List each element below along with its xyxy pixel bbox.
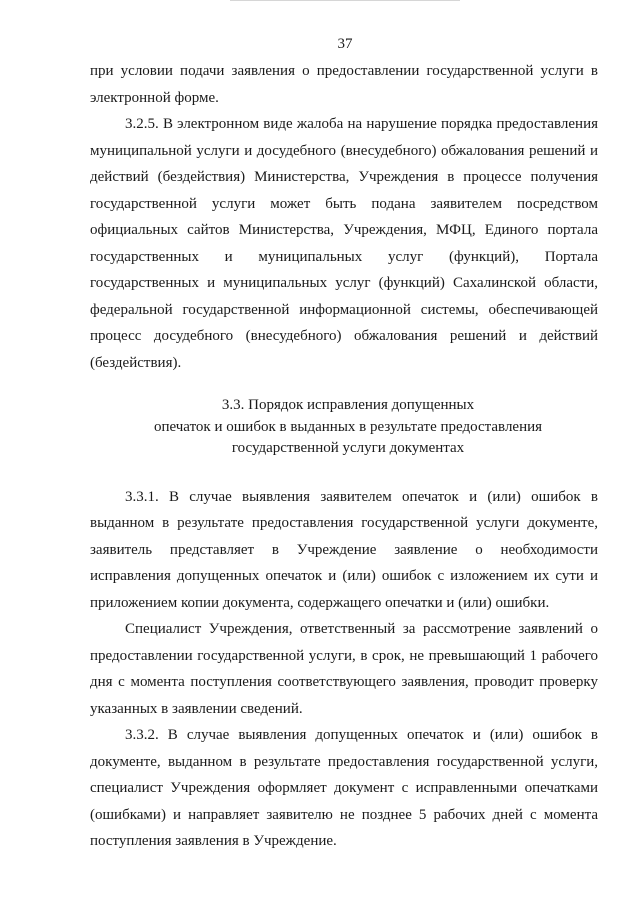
- section-heading-line-1: 3.3. Порядок исправления допущенных: [221, 397, 475, 413]
- page-number: 37: [337, 36, 353, 52]
- section-heading-line-2: опечаток и ошибок в выданных в результате предоставления: [153, 418, 543, 435]
- paragraph-3-3-2: 3.3.2. В случае выявления допущенных опечаток и (или) ошибок в документе, выданном в результате предоставления государственной услуги, специалист Учреждения оформляет документ с исправленными опечатками (ошибками) и направляет заявителю не позднее 5 рабочих дней с момента поступления заявления в Учреждение.: [90, 727, 598, 849]
- section-heading-3-3: [90, 395, 598, 460]
- paragraph-3-2-5: 3.2.5. В электронном виде жалоба на нарушение порядка предоставления муниципальной услуги и досудебного (внесудебного) обжалования решений и действий (бездействия) Министерства, Учреждения в процессе получения государственной услуги может быть подана заявителем посредством официальных сайтов Министерства, Учреждения, МФЦ, Единого портала государственных и муниципальных услуг (функций), Портала государственных и муниципальных услуг (функций) Сахалинской области, федеральной государственной информационной системы, обеспечивающей процесс досудебного (внесудебного) обжалования решений и действий (бездействия).: [90, 116, 598, 371]
- paragraph-continuation: при условии подачи заявления о предоставлении государственной услуги в электронной форме.: [90, 63, 598, 106]
- document-body: [90, 58, 598, 855]
- paragraph-specialist: Специалист Учреждения, ответственный за рассмотрение заявлений о предоставлении государственной услуги, в срок, не превышающий 1 рабочего дня с момента поступления соответствующего заявления, проводит проверку указанных в заявлении сведений.: [90, 621, 598, 717]
- paragraph-3-3-1: 3.3.1. В случае выявления заявителем опечаток и (или) ошибок в выданном в результате предоставления государственной услуги документе, заявитель представляет в Учреждение заявление о необходимости исправления допущенных опечаток и (или) ошибок с изложением их сути и приложением копии документа, содержащего опечатки и (или) ошибки.: [90, 488, 598, 611]
- scan-artifact-line: [230, 0, 460, 9]
- section-heading-line-3: государственной услуги документах: [231, 440, 465, 456]
